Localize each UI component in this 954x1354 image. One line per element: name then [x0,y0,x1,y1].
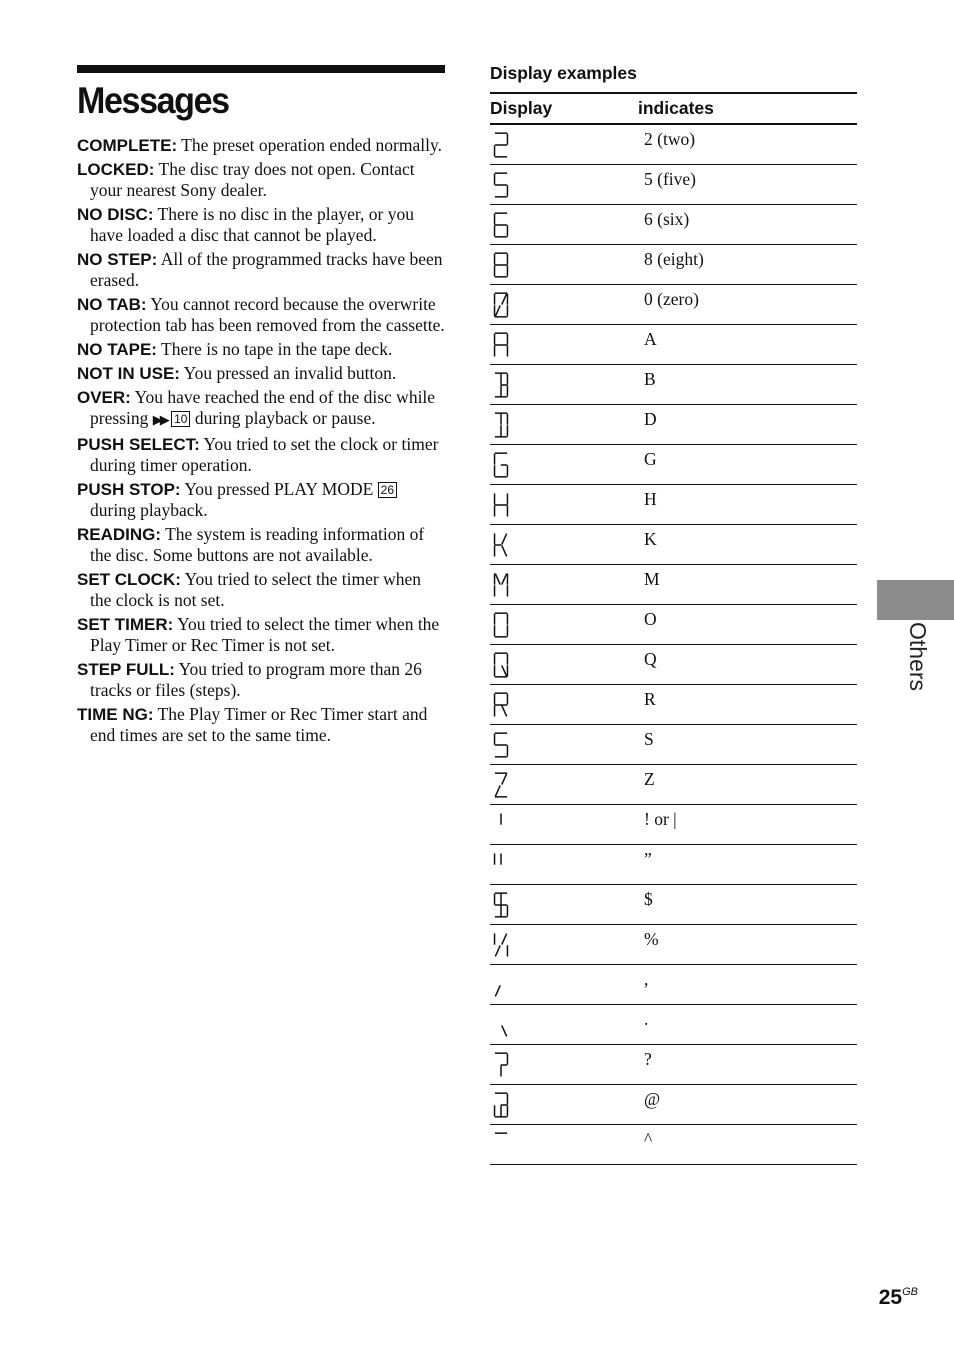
table-row [490,725,857,765]
message-term: COMPLETE: [77,136,178,155]
segment-display-icon [492,851,510,879]
display-glyph-cell [490,245,638,285]
display-glyph-cell [490,365,638,405]
segment-stroke [502,1026,506,1036]
message-term: READING: [77,525,162,544]
message-entry [77,294,445,336]
display-glyph-cell [490,1125,638,1165]
segment-stroke [502,534,506,544]
table-row [490,645,857,685]
display-glyph-cell [490,285,638,325]
segment-display-icon [492,811,510,839]
table-row [490,365,857,405]
display-examples-table [490,92,857,1165]
message-text: during playback or pause. [190,408,376,428]
segment-display-icon [492,531,510,559]
table-row [490,1005,857,1045]
button-reference: 10 [171,411,190,427]
indicates-cell: ^ [638,1125,857,1165]
segment-display-icon [492,251,510,279]
message-text: You pressed an invalid button. [179,363,397,383]
segment-stroke [502,546,506,556]
indicates-cell: O [638,605,857,645]
segment-display-icon [492,371,510,399]
display-glyph-cell [490,525,638,565]
table-row [490,1045,857,1085]
segment-display-icon [492,491,510,519]
display-glyph-cell [490,1045,638,1085]
message-entry [77,387,445,431]
segment-stroke [496,306,500,316]
table-row [490,245,857,285]
message-text: The disc tray does not open. Contact your nearest Sony dealer. [90,159,415,200]
message-text: There is no disc in the player, or you have loaded a disc that cannot be played. [90,204,414,245]
segment-display-icon [492,691,510,719]
indicates-cell: , [638,965,857,1005]
segment-display-icon [492,651,510,679]
segment-display-icon [492,171,510,199]
column-header-indicates: indicates [638,93,857,124]
display-glyph-cell [490,845,638,885]
message-text: You tried to select the timer when the Play Timer or Rec Timer is not set. [90,614,440,655]
message-entry [77,614,445,656]
messages-column [77,65,445,749]
indicates-cell: 6 (six) [638,205,857,245]
message-entry [77,249,445,291]
message-term: NO TAB: [77,295,147,314]
page-title: Messages [77,80,229,121]
message-entry [77,135,445,156]
section-tab [877,580,954,620]
indicates-cell: R [638,685,857,725]
table-body [490,124,857,1165]
segment-stroke [496,986,500,996]
indicates-cell: . [638,1005,857,1045]
display-examples-column [490,62,857,1165]
table-row [490,445,857,485]
message-term: OVER: [77,388,131,407]
indicates-cell: @ [638,1085,857,1125]
indicates-cell: S [638,725,857,765]
display-glyph-cell [490,1005,638,1045]
segment-display-icon [492,611,510,639]
display-glyph-cell [490,765,638,805]
segment-display-icon [492,731,510,759]
display-glyph-cell [490,325,638,365]
section-tab-label: Others [905,622,931,692]
message-entry [77,363,445,384]
message-text: You cannot record because the overwrite protection tab has been removed from the cassette. [90,294,445,335]
message-text: You tried to select the timer when the clock is not set. [90,569,421,610]
table-row [490,205,857,245]
display-glyph-cell [490,645,638,685]
message-term: SET CLOCK: [77,570,181,589]
table-row [490,565,857,605]
indicates-cell: ” [638,845,857,885]
title-rule [77,65,445,73]
display-glyph-cell [490,165,638,205]
display-glyph-cell [490,445,638,485]
segment-display-icon [492,211,510,239]
page-number-suffix: GB [902,1286,918,1298]
indicates-cell: ? [638,1045,857,1085]
segment-display-icon [492,331,510,359]
message-text: The preset operation ended normally. [177,135,442,155]
table-row [490,525,857,565]
indicates-cell: B [638,365,857,405]
button-reference: 26 [378,482,397,498]
message-text: There is no tape in the tape deck. [156,339,393,359]
display-glyph-cell [490,1085,638,1125]
message-text: The system is reading information of the disc. Some buttons are not available. [90,524,425,565]
section-heading: Display examples [490,63,637,83]
segment-stroke [502,706,506,716]
table-row [490,765,857,805]
indicates-cell: Q [638,645,857,685]
table-row [490,885,857,925]
indicates-cell: G [638,445,857,485]
indicates-cell: % [638,925,857,965]
segment-display-icon [492,571,510,599]
message-entry [77,159,445,201]
message-text: You tried to set the clock or timer during timer operation. [90,434,439,475]
indicates-cell: A [638,325,857,365]
segment-display-icon [492,451,510,479]
table-row [490,965,857,1005]
segment-stroke [496,946,500,956]
segment-display-icon [492,1011,510,1039]
table-row [490,1085,857,1125]
indicates-cell: M [638,565,857,605]
message-entry [77,524,445,566]
display-glyph-cell [490,925,638,965]
indicates-cell: ! or | [638,805,857,845]
indicates-cell: K [638,525,857,565]
segment-stroke [502,574,506,584]
indicates-cell: 8 (eight) [638,245,857,285]
message-term: NO STEP: [77,250,158,269]
page-number [879,1286,918,1310]
display-glyph-cell [490,485,638,525]
table-row [490,845,857,885]
indicates-cell: 2 (two) [638,124,857,165]
table-row [490,325,857,365]
segment-stroke [496,574,500,584]
message-text: You tried to program more than 26 tracks or files (steps). [90,659,422,700]
message-entry [77,434,445,476]
display-glyph-cell [490,565,638,605]
message-term: PUSH SELECT: [77,435,200,454]
table-row [490,805,857,845]
fast-forward-icon: ▶▶ [152,413,167,428]
message-term: LOCKED: [77,160,155,179]
segment-display-icon [492,291,510,319]
message-text: during playback. [90,500,208,520]
message-entry [77,479,445,521]
indicates-cell: D [638,405,857,445]
table-header-row [490,93,857,124]
indicates-cell: 0 (zero) [638,285,857,325]
segment-display-icon [492,971,510,999]
display-glyph-cell [490,405,638,445]
message-term: PUSH STOP: [77,480,181,499]
segment-display-icon [492,931,510,959]
segment-display-icon [492,1131,510,1159]
message-entry [77,339,445,360]
message-term: SET TIMER: [77,615,174,634]
segment-display-icon [492,131,510,159]
message-entry [77,659,445,701]
segment-display-icon [492,771,510,799]
message-term: NOT IN USE: [77,364,180,383]
indicates-cell: H [638,485,857,525]
segment-stroke [502,934,506,944]
table-row [490,925,857,965]
segment-stroke [496,786,500,796]
segment-stroke [502,294,506,304]
display-glyph-cell [490,124,638,165]
display-glyph-cell [490,885,638,925]
page-number-value: 25 [878,1286,903,1309]
message-term: NO TAPE: [77,340,157,359]
message-term: TIME NG: [77,705,154,724]
message-text: All of the programmed tracks have been erased. [90,249,443,290]
display-glyph-cell [490,805,638,845]
message-entry [77,569,445,611]
message-term: NO DISC: [77,205,154,224]
segment-display-icon [492,411,510,439]
table-row [490,685,857,725]
column-header-display: Display [490,93,638,124]
table-row [490,485,857,525]
segment-display-icon [492,891,510,919]
indicates-cell: Z [638,765,857,805]
segment-display-icon [492,1091,510,1119]
message-text: You have reached the end of the disc while pressing [90,387,436,428]
indicates-cell: $ [638,885,857,925]
table-row [490,165,857,205]
display-glyph-cell [490,725,638,765]
message-entry [77,204,445,246]
message-entry [77,704,445,746]
table-row [490,124,857,165]
display-glyph-cell [490,965,638,1005]
indicates-cell: 5 (five) [638,165,857,205]
message-text: You pressed PLAY MODE [180,479,378,499]
display-glyph-cell [490,205,638,245]
table-row [490,1125,857,1165]
table-row [490,285,857,325]
message-text: The Play Timer or Rec Timer start and end times are set to the same time. [90,704,428,745]
segment-display-icon [492,1051,510,1079]
table-row [490,405,857,445]
display-glyph-cell [490,685,638,725]
display-glyph-cell [490,605,638,645]
message-term: STEP FULL: [77,660,175,679]
table-row [490,605,857,645]
segment-stroke [502,774,506,784]
segment-stroke [502,666,506,676]
